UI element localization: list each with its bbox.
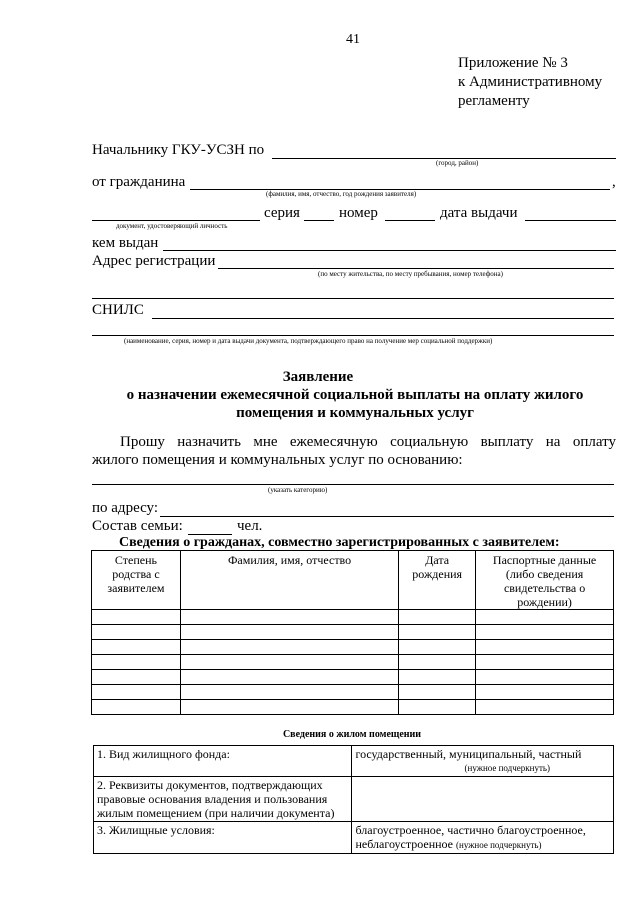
table-cell[interactable] — [399, 685, 476, 700]
table-row — [92, 625, 614, 640]
housing-table — [93, 745, 614, 854]
table-cell[interactable] — [399, 610, 476, 625]
table-cell[interactable] — [476, 670, 614, 685]
housing-table-caption: Сведения о жилом помещении — [282, 729, 422, 740]
table-cell[interactable] — [92, 625, 181, 640]
conditions-label: 3. Жилищные условия: — [94, 822, 352, 854]
issued-by-field[interactable] — [163, 250, 616, 251]
page-number: 41 — [346, 32, 360, 47]
table-cell[interactable] — [476, 655, 614, 670]
table-cell[interactable] — [476, 625, 614, 640]
header-birth-date: Дата рождения — [399, 551, 476, 610]
table-row — [92, 610, 614, 625]
table-row — [92, 670, 614, 685]
header-passport: Паспортные данные (либо сведения свидетельства о рождении) — [476, 551, 614, 610]
reg-address-label: Адрес регистрации — [92, 253, 216, 269]
document-field[interactable] — [92, 220, 260, 221]
city-hint: (город, район) — [436, 159, 479, 167]
appendix-line-1: Приложение № 3 — [458, 55, 568, 71]
header-full-name: Фамилия, имя, отчество — [180, 551, 398, 610]
family-table — [91, 550, 614, 715]
statement-title: Заявление — [282, 369, 354, 385]
conditions-note: (нужное подчеркнуть) — [456, 840, 542, 850]
table-cell[interactable] — [92, 685, 181, 700]
appendix-line-3: регламенту — [458, 93, 530, 109]
addressee-label: Начальнику ГКУ-УСЗН по — [92, 142, 265, 158]
documents-label: 2. Реквизиты документов, подтверждающих правовые основания владения и пользования жилым помещением (при наличии документа) — [94, 777, 352, 822]
conditions-value[interactable]: благоустроенное, частично благоустроенное, неблагоустроенное — [355, 823, 586, 851]
table-cell[interactable] — [399, 700, 476, 715]
table-cell[interactable] — [399, 625, 476, 640]
family-unit: чел. — [237, 518, 263, 534]
reg-address-field-2[interactable] — [92, 298, 614, 299]
document-hint: документ, удостоверяющий личность — [116, 222, 228, 230]
housing-row-conditions — [94, 822, 614, 854]
table-cell[interactable] — [476, 700, 614, 715]
appendix-line-2: к Административному — [458, 74, 603, 90]
table-cell[interactable] — [399, 655, 476, 670]
family-label: Состав семьи: — [92, 518, 183, 534]
table-cell[interactable] — [92, 700, 181, 715]
snils-label: СНИЛС — [92, 302, 144, 318]
table-cell[interactable] — [92, 610, 181, 625]
table-cell[interactable] — [180, 700, 398, 715]
table-row — [92, 685, 614, 700]
table-cell[interactable] — [476, 685, 614, 700]
table-cell[interactable] — [180, 640, 398, 655]
reg-address-hint: (по месту жительства, по месту пребывания, номер телефона) — [318, 270, 503, 278]
table-cell[interactable] — [399, 640, 476, 655]
category-field[interactable] — [92, 484, 614, 485]
address-field[interactable] — [160, 516, 614, 517]
series-label: серия — [264, 205, 300, 221]
request-line-1: Прошу назначить мне ежемесячную социальную выплату на оплату — [120, 434, 616, 450]
from-comma: , — [612, 174, 616, 190]
statement-subtitle-2: помещения и коммунальных услуг — [236, 405, 474, 421]
fund-type-note: (нужное подчеркнуть) — [464, 763, 550, 773]
number-field[interactable] — [385, 220, 435, 221]
series-field[interactable] — [304, 220, 334, 221]
table-cell[interactable] — [476, 610, 614, 625]
request-line-2: жилого помещения и коммунальных услуг по основанию: — [92, 452, 463, 468]
support-doc-field[interactable] — [92, 335, 614, 336]
table-cell[interactable] — [180, 625, 398, 640]
table-cell[interactable] — [180, 610, 398, 625]
table-cell[interactable] — [92, 670, 181, 685]
fund-type-cell — [352, 746, 614, 777]
category-hint: (указать категорию) — [268, 486, 328, 494]
table-cell[interactable] — [180, 670, 398, 685]
from-label: от гражданина — [92, 174, 186, 190]
housing-row-fund-type — [94, 746, 614, 777]
fund-type-value[interactable]: государственный, муниципальный, частный — [355, 747, 582, 761]
family-table-caption: Сведения о гражданах, совместно зарегистрированных с заявителем: — [119, 535, 560, 550]
from-hint: (фамилия, имя, отчество, год рождения заявителя) — [266, 190, 417, 198]
issue-date-field[interactable] — [525, 220, 616, 221]
issue-date-label: дата выдачи — [440, 205, 518, 221]
statement-subtitle-1: о назначении ежемесячной социальной выплаты на оплату жилого — [126, 387, 584, 403]
number-label: номер — [339, 205, 378, 221]
reg-address-field[interactable] — [218, 268, 614, 269]
fund-type-label: 1. Вид жилищного фонда: — [94, 746, 352, 777]
header-relation: Степень родства с заявителем — [92, 551, 181, 610]
issued-by-label: кем выдан — [92, 235, 159, 251]
table-row — [92, 655, 614, 670]
table-row — [92, 640, 614, 655]
snils-field[interactable] — [152, 318, 614, 319]
table-cell[interactable] — [476, 640, 614, 655]
conditions-cell — [352, 822, 614, 854]
table-cell[interactable] — [180, 655, 398, 670]
support-doc-hint: (наименование, серия, номер и дата выдачи документа, подтверждающего право на получение мер социальной поддержки) — [124, 337, 493, 345]
table-row — [92, 700, 614, 715]
housing-row-documents — [94, 777, 614, 822]
table-cell[interactable] — [399, 670, 476, 685]
address-label: по адресу: — [92, 500, 159, 516]
table-cell[interactable] — [180, 685, 398, 700]
table-cell[interactable] — [92, 640, 181, 655]
documents-value[interactable] — [352, 777, 614, 822]
table-cell[interactable] — [92, 655, 181, 670]
